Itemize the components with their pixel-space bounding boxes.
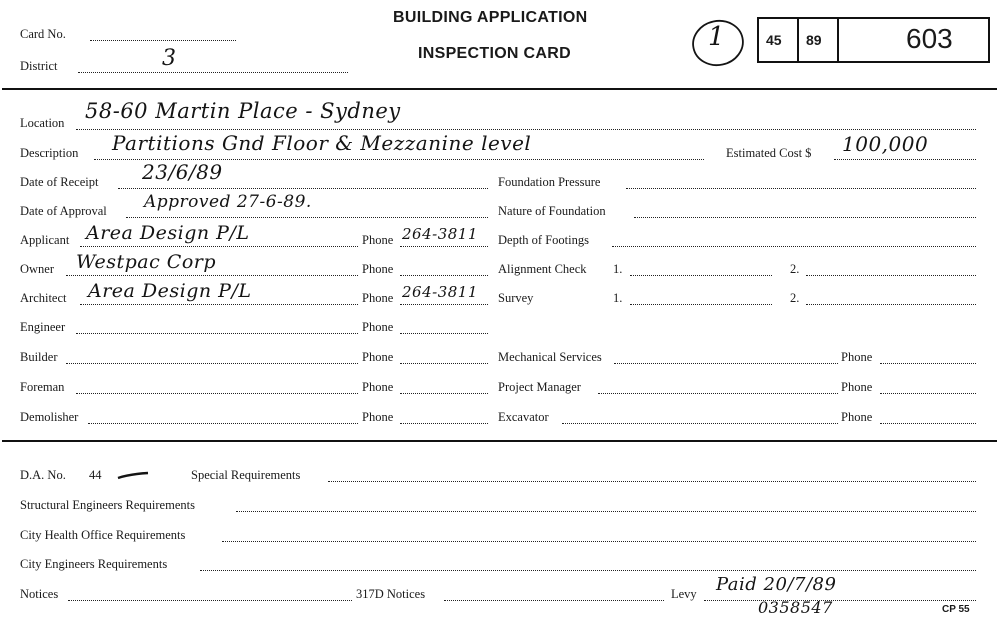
foundation-pressure-line — [626, 188, 976, 189]
project-manager-label: Project Manager — [498, 380, 581, 394]
box-field-2: 89 — [806, 32, 822, 48]
builder-label: Builder — [20, 350, 58, 364]
levy-label: Levy — [671, 587, 697, 601]
city-eng-label: City Engineers Requirements — [20, 557, 168, 571]
nature-foundation-label: Nature of Foundation — [498, 204, 606, 218]
mechanical-line — [614, 363, 838, 364]
city-eng-line — [200, 570, 976, 571]
title-line-1: BUILDING APPLICATION — [393, 9, 588, 26]
district-label: District — [20, 59, 58, 73]
date-approval-label: Date of Approval — [20, 204, 107, 218]
levy-value: Paid 20/7/89 — [716, 574, 837, 595]
date-approval-value: Approved 27-6-89. — [144, 192, 312, 212]
middle-divider — [2, 440, 997, 442]
box-field-1: 45 — [766, 32, 782, 48]
architect-phone-label: Phone — [362, 291, 394, 305]
location-value: 58-60 Martin Place - Sydney — [85, 99, 401, 123]
alignment-line-1 — [630, 275, 772, 276]
mechanical-phone-label: Phone — [841, 350, 873, 364]
survey-line-2 — [806, 304, 976, 305]
estimated-cost-label: Estimated Cost $ — [726, 146, 812, 160]
date-receipt-line — [118, 188, 488, 189]
builder-line — [66, 363, 358, 364]
date-receipt-label: Date of Receipt — [20, 175, 99, 189]
box-number: 603 — [906, 23, 953, 54]
engineer-line — [76, 333, 358, 334]
district-line — [78, 72, 348, 73]
estimated-cost-line — [834, 159, 976, 160]
survey-label: Survey — [498, 291, 534, 305]
description-label: Description — [20, 146, 79, 160]
owner-label: Owner — [20, 262, 55, 276]
excavator-label: Excavator — [498, 410, 549, 424]
demolisher-phone-line — [400, 423, 488, 424]
card-no-label: Card No. — [20, 27, 66, 41]
architect-line — [80, 304, 358, 305]
project-manager-phone-line — [880, 393, 976, 394]
project-manager-line — [598, 393, 838, 394]
architect-phone-line — [400, 304, 488, 305]
excavator-phone-label: Phone — [841, 410, 873, 424]
engineer-phone-label: Phone — [362, 320, 394, 334]
receipt-value: 0358547 — [758, 598, 833, 617]
architect-phone-value: 264-3811 — [402, 283, 478, 301]
builder-phone-label: Phone — [362, 350, 394, 364]
applicant-phone-value: 264-3811 — [402, 225, 478, 243]
description-value: Partitions Gnd Floor & Mezzanine level — [112, 131, 532, 155]
architect-value: Area Design P/L — [88, 280, 252, 302]
owner-line — [66, 275, 358, 276]
alignment-num-2: 2. — [790, 262, 800, 276]
demolisher-label: Demolisher — [20, 410, 79, 424]
date-approval-line — [126, 217, 488, 218]
header-divider — [2, 88, 997, 90]
foreman-phone-label: Phone — [362, 380, 394, 394]
form-code: CP 55 — [942, 604, 970, 615]
survey-num-2: 2. — [790, 291, 800, 305]
da-no-label: D.A. No. — [20, 468, 66, 482]
engineer-phone-line — [400, 333, 488, 334]
mechanical-label: Mechanical Services — [498, 350, 602, 364]
applicant-label: Applicant — [20, 233, 70, 247]
excavator-phone-line — [880, 423, 976, 424]
applicant-value: Area Design P/L — [86, 222, 250, 244]
date-receipt-value: 23/6/89 — [142, 160, 223, 184]
survey-num-1: 1. — [613, 291, 623, 305]
levy-line — [704, 600, 976, 601]
notices-label: Notices — [20, 587, 59, 601]
applicant-line — [80, 246, 358, 247]
survey-line-1 — [630, 304, 772, 305]
demolisher-phone-label: Phone — [362, 410, 394, 424]
excavator-line — [562, 423, 838, 424]
depth-footings-line — [612, 246, 976, 247]
special-req-line — [328, 481, 976, 482]
foundation-pressure-label: Foundation Pressure — [498, 175, 601, 189]
foreman-phone-line — [400, 393, 488, 394]
owner-phone-line — [400, 275, 488, 276]
location-line — [76, 129, 976, 130]
builder-phone-line — [400, 363, 488, 364]
structural-label: Structural Engineers Requirements — [20, 498, 195, 512]
demolisher-line — [88, 423, 358, 424]
da-no-value: 44 — [89, 468, 102, 482]
estimated-cost-value: 100,000 — [842, 132, 929, 156]
foreman-label: Foreman — [20, 380, 65, 394]
applicant-phone-line — [400, 246, 488, 247]
architect-label: Architect — [20, 291, 67, 305]
district-value: 3 — [162, 46, 177, 71]
alignment-num-1: 1. — [613, 262, 623, 276]
alignment-check-label: Alignment Check — [498, 262, 587, 276]
notices-line — [68, 600, 352, 601]
project-manager-phone-label: Phone — [841, 380, 873, 394]
structural-line — [236, 511, 976, 512]
health-line — [222, 541, 976, 542]
nature-foundation-line — [634, 217, 976, 218]
location-label: Location — [20, 116, 65, 130]
owner-phone-label: Phone — [362, 262, 394, 276]
special-req-label: Special Requirements — [191, 468, 301, 482]
title-line-2: INSPECTION CARD — [418, 45, 571, 62]
strike-mark-icon — [116, 470, 150, 482]
notices-317d-line — [444, 600, 664, 601]
applicant-phone-label: Phone — [362, 233, 394, 247]
health-label: City Health Office Requirements — [20, 528, 186, 542]
alignment-line-2 — [806, 275, 976, 276]
circled-mark-value: 1 — [708, 22, 726, 52]
notices-317d-label: 317D Notices — [356, 587, 426, 601]
engineer-label: Engineer — [20, 320, 66, 334]
foreman-line — [76, 393, 358, 394]
owner-value: Westpac Corp — [76, 251, 217, 273]
mechanical-phone-line — [880, 363, 976, 364]
card-no-line — [90, 40, 236, 41]
depth-footings-label: Depth of Footings — [498, 233, 589, 247]
